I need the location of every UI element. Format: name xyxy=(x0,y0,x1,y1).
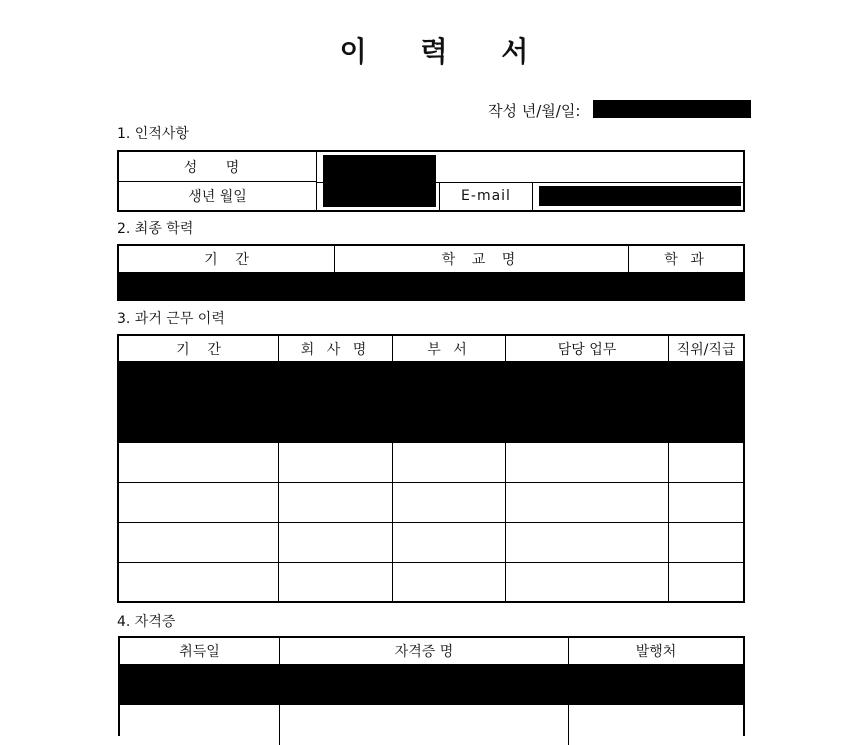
redacted-email xyxy=(539,186,741,206)
redacted-date xyxy=(593,100,751,118)
date-label: 작성 년/월/일: xyxy=(488,102,581,120)
certificates-table xyxy=(118,636,745,736)
section-career-heading: 3. 과거 근무 이력 xyxy=(117,311,225,327)
career-header-dept: 부 서 xyxy=(393,336,506,361)
redacted-certificate-row xyxy=(120,666,743,705)
edu-header-period: 기 간 xyxy=(119,246,335,274)
education-table xyxy=(117,244,745,301)
career-empty-rows xyxy=(119,443,743,601)
cert-col-divider xyxy=(279,705,280,745)
cert-col-divider xyxy=(568,705,569,745)
career-table xyxy=(117,334,745,603)
career-header-period: 기 간 xyxy=(119,336,279,361)
section-education-heading: 2. 최종 학력 xyxy=(117,221,194,237)
edu-header-school: 학 교 명 xyxy=(335,246,629,274)
section-personal-heading: 1. 인적사항 xyxy=(117,126,189,142)
redacted-career-rows xyxy=(119,361,743,443)
birth-label: 생년 월일 xyxy=(119,182,317,210)
career-header-position: 직위/직급 xyxy=(676,341,736,358)
cert-header-date: 취득일 xyxy=(120,638,280,666)
cert-header-name: 자격증 명 xyxy=(280,638,569,666)
email-label: E-mail xyxy=(439,182,533,210)
redacted-name-photo xyxy=(323,155,436,207)
redacted-education-row xyxy=(119,274,743,299)
cert-header-issuer: 발행처 xyxy=(569,638,743,666)
career-header-company: 회 사 명 xyxy=(279,336,393,361)
personal-info-table xyxy=(117,150,745,212)
name-label: 성 명 xyxy=(119,152,317,182)
document-title: 이 력 서 xyxy=(339,35,551,68)
section-certificates-heading: 4. 자격증 xyxy=(117,614,176,630)
edu-header-major: 학 과 xyxy=(629,246,743,274)
career-header-duty: 담당 업무 xyxy=(506,336,669,361)
